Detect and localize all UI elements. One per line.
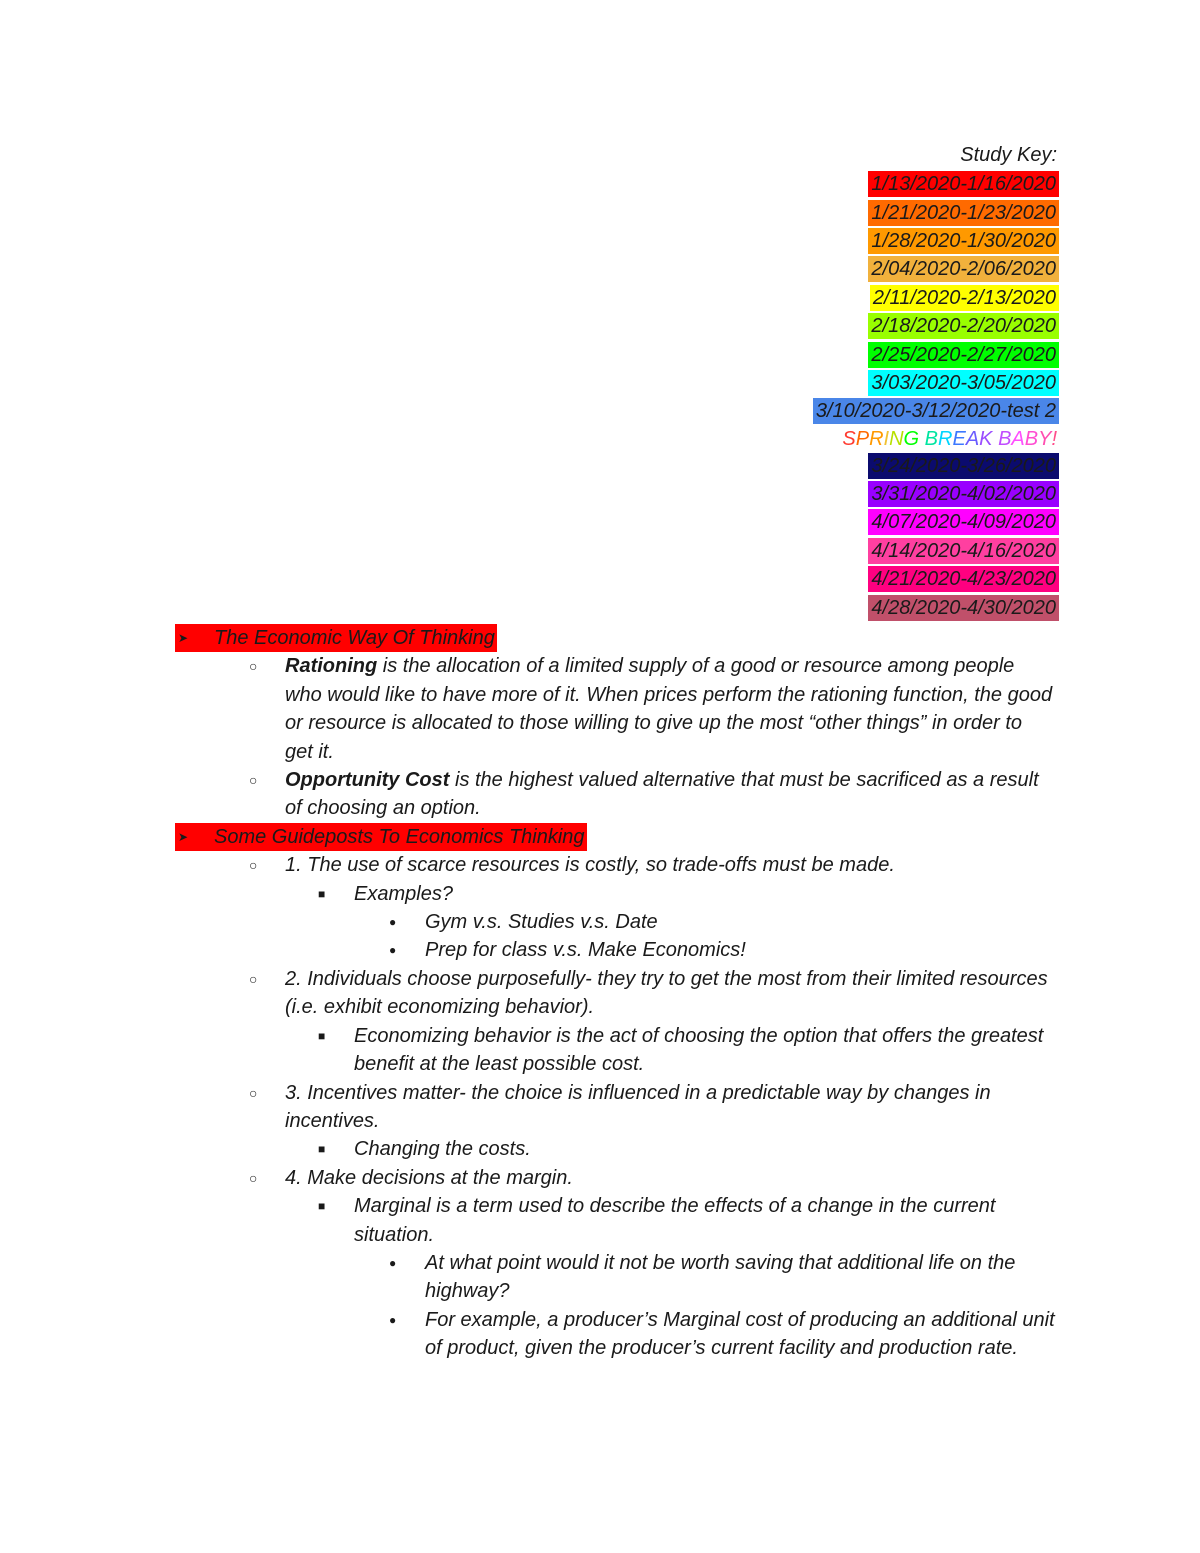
date-range-label: 4/28/2020-4/30/2020 [868,595,1059,621]
list-item [175,652,1055,766]
spring-break-letter: R [938,427,953,450]
spring-break-letter: B [924,427,939,450]
date-range-label: 2/18/2020-2/20/2020 [868,313,1059,339]
date-range-label: 2/11/2020-2/13/2020 [870,285,1059,311]
date-range-label: 1/13/2020-1/16/2020 [868,171,1059,197]
spring-break-letter: Y [1038,427,1052,450]
circle-bullet-icon: ○ [249,857,258,874]
spring-break-letter: N [889,427,904,450]
study-key-row [813,255,1059,283]
list-item: ○ 1. The use of scarce resources is costly, so trade-offs must be made. [175,851,1055,879]
list-item: ■ Economizing behavior is the act of choosing the option that offers the greatest benefit at the least possible cost. [175,1022,1055,1079]
list-item: ■ Changing the costs. [175,1135,1055,1163]
term: Rationing [285,655,378,678]
list-item [175,766,1055,823]
square-bullet-icon: ■ [318,1199,326,1214]
arrow-bullet-icon: ➤ [178,631,189,645]
term: Opportunity Cost [285,769,450,792]
section-heading-text: Some Guideposts To Economics Thinking [214,825,585,848]
study-key-row [813,508,1059,536]
study-key-row [813,593,1059,621]
spring-break-letter: P [855,427,870,450]
arrow-bullet-icon: ➤ [178,829,189,844]
study-key-row [813,369,1059,397]
square-bullet-icon: ■ [318,1142,326,1157]
section-heading [175,624,1055,652]
spring-break-letter: B [1024,427,1039,450]
definition: is the allocation of a limited supply of a good or resource among people who would like to have more of it. When prices perform the rationing function, the good or resource is allocated to those willing to give up the most “other things” in order to get it. [285,655,1053,763]
study-key-row [813,565,1059,593]
date-range-label: 3/31/2020-4/02/2020 [868,481,1059,507]
study-key-row [813,312,1059,340]
study-key-title: Study Key: [960,144,1057,166]
dot-bullet-icon: ● [389,915,397,930]
study-key-row [813,198,1059,226]
date-range-label: 3/03/2020-3/05/2020 [868,370,1059,396]
date-range-label: 4/14/2020-4/16/2020 [868,538,1059,564]
spring-break-letter: S [842,427,856,450]
date-range-label: 1/28/2020-1/30/2020 [868,228,1059,254]
spring-break-letter: ! [1051,427,1057,450]
list-item: ■ Examples? [175,880,1055,908]
study-key-row [813,480,1059,508]
spring-break-letter: I [883,427,890,450]
list-item: ● Gym v.s. Studies v.s. Date [175,908,1055,936]
circle-bullet-icon: ○ [249,1084,258,1101]
circle-bullet-icon: ○ [249,658,258,675]
spring-break-letter: K [979,427,993,450]
list-item: ● For example, a producer’s Marginal cost of producing an additional unit of product, given the producer’s current facility and production rate. [175,1306,1055,1363]
definition: is the highest valued alternative that must be sacrificed as a result of choosing an option. [285,769,1039,820]
study-key-row [813,227,1059,255]
list-item: ○ 4. Make decisions at the margin. [175,1164,1055,1192]
notes [175,624,1055,1363]
study-key-row [813,397,1059,425]
study-key-ranges-after [813,452,1059,622]
circle-bullet-icon: ○ [249,970,258,987]
study-key-row [813,452,1059,480]
spring-break-letter: G [903,427,920,450]
list-item: ● Prep for class v.s. Make Economics! [175,936,1055,964]
spring-break-letter: R [869,427,884,450]
date-range-label: 3/24/2020-3/26/2020 [868,453,1059,479]
date-range-label: 3/10/2020-3/12/2020-test 2 [813,398,1059,424]
dot-bullet-icon: ● [389,1312,397,1327]
spring-break-label [813,426,1059,452]
circle-bullet-icon: ○ [249,1169,258,1186]
study-key [813,142,1059,622]
study-key-row [813,284,1059,312]
dot-bullet-icon: ● [389,943,397,958]
square-bullet-icon: ■ [318,1028,326,1043]
date-range-label: 4/07/2020-4/09/2020 [868,509,1059,535]
list-item: ● At what point would it not be worth saving that additional life on the highway? [175,1249,1055,1306]
spring-break-letter: A [1011,427,1025,450]
square-bullet-icon: ■ [318,886,326,901]
circle-bullet-icon: ○ [249,772,258,789]
list-item: ○ 2. Individuals choose purposefully- they try to get the most from their limited resources (i.e. exhibit economizing behavior). [175,965,1055,1022]
study-key-row [813,340,1059,368]
section-heading [175,823,1055,851]
date-range-label: 4/21/2020-4/23/2020 [868,566,1059,592]
date-range-label: 2/04/2020-2/06/2020 [868,256,1059,282]
study-key-row [813,170,1059,198]
study-key-row [813,537,1059,565]
list-item: ○ 3. Incentives matter- the choice is influenced in a predictable way by changes in incentives. [175,1079,1055,1136]
spring-break-letter: A [965,427,980,450]
study-key-ranges [813,170,1059,426]
list-item: ■ Marginal is a term used to describe the effects of a change in the current situation. [175,1192,1055,1249]
section-heading-text: The Economic Way Of Thinking [214,627,495,649]
dot-bullet-icon: ● [389,1255,397,1270]
spring-break-letter: B [998,427,1012,450]
date-range-label: 2/25/2020-2/27/2020 [868,342,1059,368]
date-range-label: 1/21/2020-1/23/2020 [868,200,1059,226]
spring-break-letter: E [952,427,966,450]
